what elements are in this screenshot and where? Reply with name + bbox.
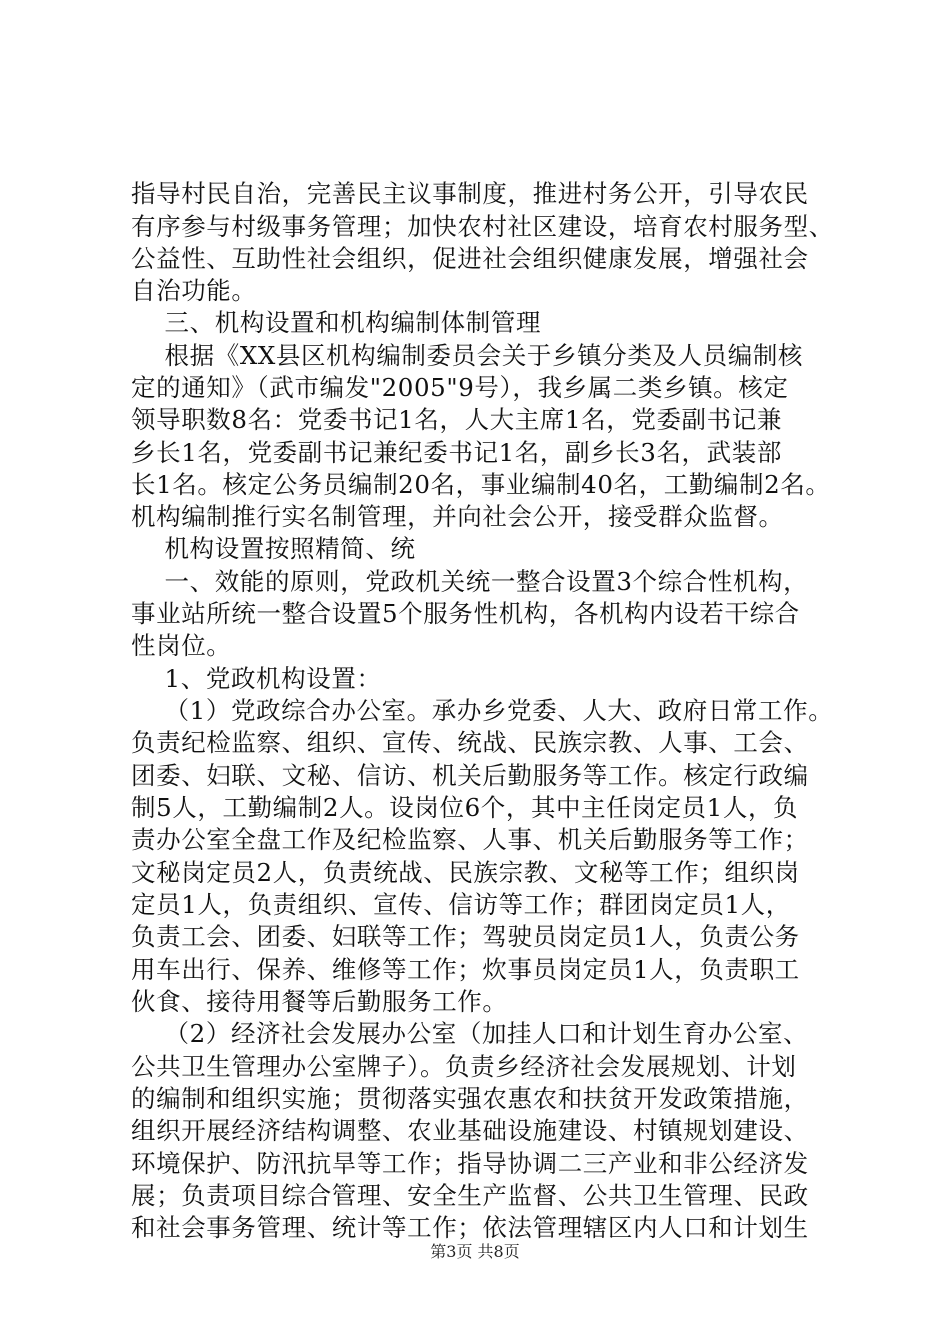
text-line: 组织开展经济结构调整、农业基础设施建设、村镇规划建设、 bbox=[131, 1116, 809, 1145]
text-line: 的编制和组织实施；贯彻落实强农惠农和扶贫开发政策措施， bbox=[131, 1084, 809, 1113]
text-line: 用车出行、保养、维修等工作；炊事员岗定员1人，负责职工 bbox=[131, 955, 800, 984]
text-line: 和社会事务管理、统计等工作；依法管理辖区内人口和计划生 bbox=[131, 1213, 809, 1242]
text-line: 负责工会、团委、妇联等工作；驾驶员岗定员1人，负责公务 bbox=[131, 922, 800, 951]
text-line: 伙食、接待用餐等后勤服务工作。 bbox=[131, 987, 508, 1016]
text-line: 环境保护、防汛抗旱等工作；指导协调二三产业和非公经济发 bbox=[131, 1149, 809, 1178]
text-line: 机构设置按照精简、统 bbox=[131, 534, 416, 563]
text-line: 一、效能的原则，党政机关统一整合设置3个综合性机构， bbox=[131, 567, 809, 596]
text-line: 负责纪检监察、组织、宣传、统战、民族宗教、人事、工会、 bbox=[131, 728, 809, 757]
subsection-heading: 1、党政机构设置： bbox=[131, 664, 382, 693]
text-line: 性岗位。 bbox=[131, 631, 232, 660]
text-line: 有序参与村级事务管理；加快农村社区建设，培育农村服务型、 bbox=[131, 212, 834, 241]
text-line: 文秘岗定员2人，负责统战、民族宗教、文秘等工作；组织岗 bbox=[131, 858, 800, 887]
text-line: 责办公室全盘工作及纪检监察、人事、机关后勤服务等工作； bbox=[131, 825, 809, 854]
text-line: 公共卫生管理办公室牌子）。负责乡经济社会发展规划、计划 bbox=[131, 1052, 797, 1081]
text-line: 定员1人，负责组织、宣传、信访等工作；群团岗定员1人， bbox=[131, 890, 791, 919]
text-line: 领导职数8名：党委书记1名，人大主席1名，党委副书记兼 bbox=[131, 405, 782, 434]
text-line: 机构编制推行实名制管理，并向社会公开，接受群众监督。 bbox=[131, 502, 784, 531]
text-line: （2）经济社会发展办公室（加挂人口和计划生育办公室、 bbox=[131, 1019, 809, 1048]
text-line: 自治功能。 bbox=[131, 276, 257, 305]
text-line: 根据《XX县区机构编制委员会关于乡镇分类及人员编制核 bbox=[131, 341, 804, 370]
text-line: 公益性、互助性社会组织，促进社会组织健康发展，增强社会 bbox=[131, 244, 809, 273]
text-line: （1）党政综合办公室。承办乡党委、人大、政府日常工作。 bbox=[131, 696, 834, 725]
text-line: 乡长1名，党委副书记兼纪委书记1名，副乡长3名，武装部 bbox=[131, 438, 782, 467]
text-line: 事业站所统一整合设置5个服务性机构，各机构内设若干综合 bbox=[131, 599, 800, 628]
text-line: 团委、妇联、文秘、信访、机关后勤服务等工作。核定行政编 bbox=[131, 761, 809, 790]
text-line: 展；负责项目综合管理、安全生产监督、公共卫生管理、民政 bbox=[131, 1181, 809, 1210]
text-line: 长1名。核定公务员编制20名，事业编制40名，工勤编制2名。 bbox=[131, 470, 831, 499]
text-line: 定的通知》（武市编发"2005"9号），我乡属二类乡镇。核定 bbox=[131, 373, 789, 402]
section-heading: 三、机构设置和机构编制体制管理 bbox=[131, 308, 542, 337]
text-line: 制5人，工勤编制2人。设岗位6个，其中主任岗定员1人，负 bbox=[131, 793, 799, 822]
text-line: 指导村民自治，完善民主议事制度，推进村务公开，引导农民 bbox=[131, 179, 809, 208]
page-number: 第3页 共8页 bbox=[430, 1242, 520, 1261]
